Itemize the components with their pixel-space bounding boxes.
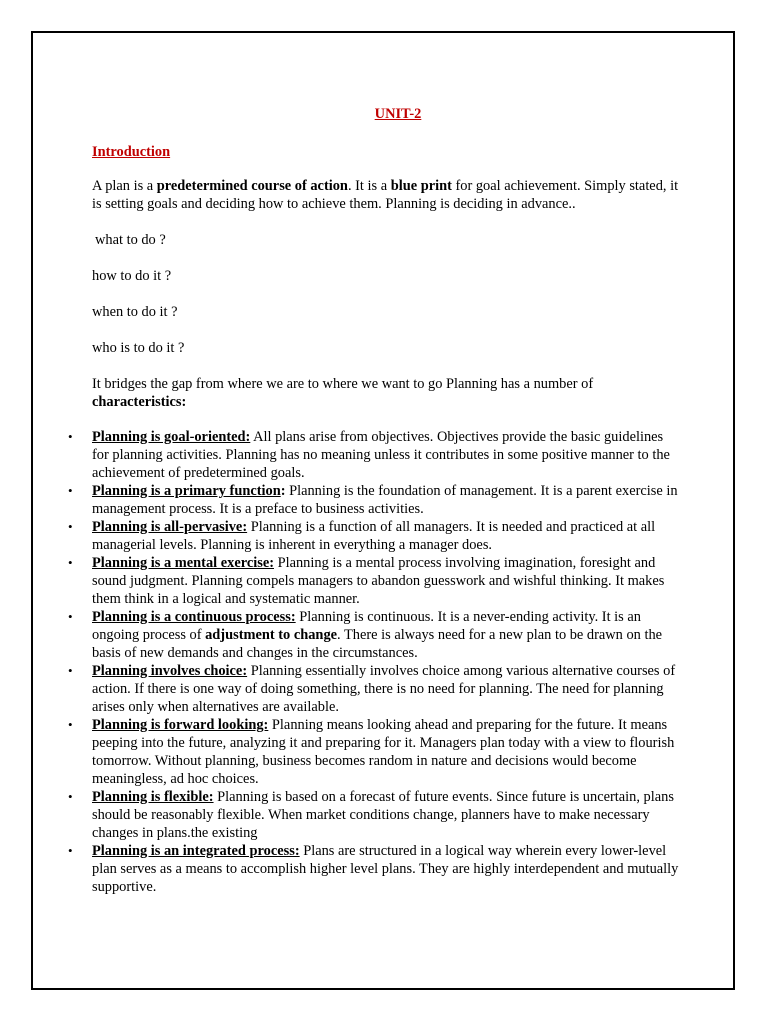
- characteristic-term: Planning is forward looking:: [92, 717, 269, 733]
- characteristics-label: characteristics:: [92, 394, 187, 410]
- document-page: [31, 31, 735, 990]
- list-item: [68, 716, 682, 788]
- characteristic-term: Planning is a primary function: [92, 483, 281, 499]
- list-item: [68, 788, 682, 842]
- intro-text: A plan is a: [92, 178, 157, 194]
- bullet-icon: •: [68, 789, 73, 804]
- characteristic-text: Planning is based on a forecast of future events. Since future is uncertain, plans should be reasonably flexible. When market conditions change, planners have to make necessary changes in plans.the existing: [92, 789, 674, 841]
- bullet-icon: •: [68, 609, 73, 624]
- question-line: when to do it ?: [92, 304, 178, 320]
- list-item: [68, 662, 682, 716]
- list-item: [68, 842, 682, 896]
- bullet-icon: •: [68, 483, 73, 498]
- characteristic-text: All plans arise from objectives. Objectives provide the basic guidelines for planning activities. Planning has no meaning unless it contributes in some positive manner to the achievement of predetermined goals.: [92, 429, 670, 481]
- characteristic-text: Planning is a mental process involving imagination, foresight and sound judgment. Planning compels managers to abandon guesswork and wishful thinking. It makes them think in a logical and systematic manner.: [92, 555, 665, 607]
- intro-text: . It is a: [347, 178, 391, 194]
- characteristic-text: Planning is the foundation of management. It is a parent exercise in management process. It is a preface to business activities.: [92, 483, 678, 517]
- characteristic-term: Planning is a continuous process:: [92, 609, 296, 625]
- intro-text: for goal achievement. Simply stated, it is setting goals and deciding how to achieve them. Planning is deciding in advance..: [92, 178, 679, 212]
- intro-bold-term: blue print: [390, 178, 452, 194]
- characteristic-text: Plans are structured in a logical way wherein every lower-level plan serves as a means to accomplish higher level plans. They are highly interdependent and mutually supportive.: [92, 843, 679, 895]
- characteristic-text: Planning essentially involves choice among various alternative courses of action. If there is one way of doing something, there is no need for planning. The need for planning arises only when alternatives are available.: [92, 663, 676, 715]
- unit-title: UNIT-2: [374, 106, 422, 122]
- intro-bold-term: predetermined course of action: [156, 178, 348, 194]
- question-line: what to do ?: [95, 232, 166, 248]
- question-line: how to do it ?: [92, 268, 172, 284]
- characteristic-text: Planning means looking ahead and preparing for the future. It means peeping into the future, analyzing it and preparing for it. Managers plan today with a view to flourish tomorrow. Without planning, business becomes random in nature and decisions would become meaningless, ad hoc choices.: [92, 717, 675, 787]
- bullet-icon: •: [68, 519, 73, 534]
- list-item: [68, 554, 682, 608]
- characteristic-text: Planning is a function of all managers. It is needed and practiced at all managerial levels. Planning is inherent in everything a manager does.: [92, 519, 656, 553]
- list-item: [68, 482, 682, 518]
- document-body: [68, 105, 682, 896]
- characteristic-term: Planning is all-pervasive:: [92, 519, 248, 535]
- bullet-icon: •: [68, 555, 73, 570]
- characteristic-term: Planning is flexible:: [92, 789, 214, 805]
- intro-paragraph: [92, 177, 682, 213]
- bullet-icon: •: [68, 663, 73, 678]
- characteristic-colon: :: [280, 483, 286, 499]
- bullet-icon: •: [68, 717, 73, 732]
- characteristics-list: [68, 428, 682, 896]
- characteristic-text: . There is always need for a new plan to be drawn on the basis of new demands and changes in the circumstances.: [92, 627, 663, 661]
- characteristic-text: Planning is continuous. It is a never-ending activity. It is an ongoing process of: [92, 609, 641, 643]
- section-heading: Introduction: [92, 144, 171, 160]
- bullet-icon: •: [68, 843, 73, 858]
- list-item: [68, 428, 682, 482]
- characteristic-bold: adjustment to change: [205, 627, 338, 643]
- question-line: who is to do it ?: [92, 340, 185, 356]
- characteristic-term: Planning is an integrated process:: [92, 843, 300, 859]
- characteristic-term: Planning is a mental exercise:: [92, 555, 274, 571]
- list-item: [68, 608, 682, 662]
- characteristic-term: Planning is goal-oriented:: [92, 429, 251, 445]
- characteristic-term: Planning involves choice:: [92, 663, 248, 679]
- bullet-icon: •: [68, 429, 73, 444]
- bridge-paragraph: [92, 375, 682, 411]
- bridge-text: It bridges the gap from where we are to where we want to go Planning has a number of: [92, 376, 594, 392]
- list-item: [68, 518, 682, 554]
